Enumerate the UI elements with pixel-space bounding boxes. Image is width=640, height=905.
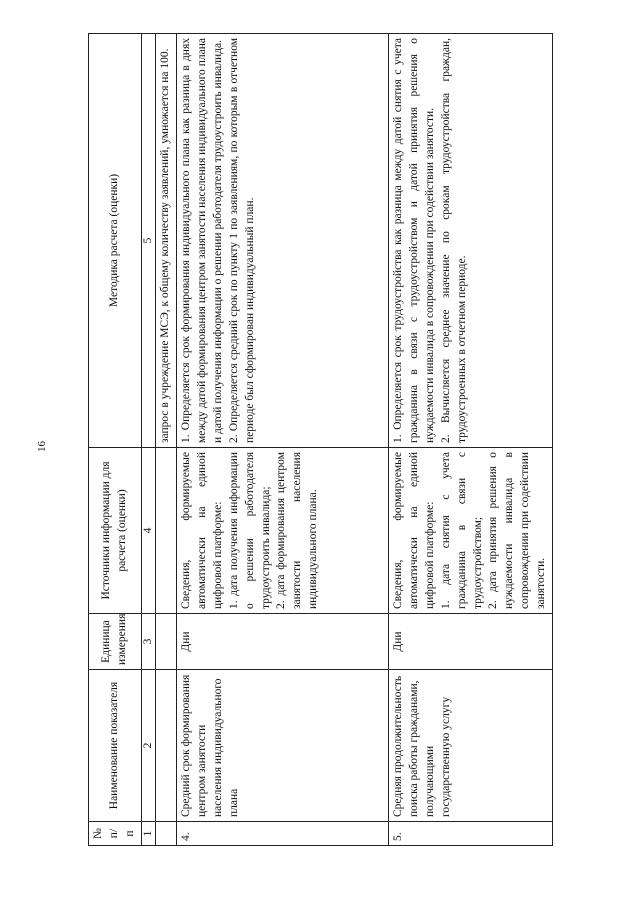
row-name: Средний срок формирования центром занятости населения индивидуального плана <box>177 670 389 822</box>
row-unit: Дни <box>389 614 553 670</box>
row-name: Средняя продолжительность поиска работы гражданами, получающими государственную услугу <box>389 670 553 822</box>
row-sources <box>389 448 553 614</box>
method-item: 2. Вычисляется среднее значение по срокам трудоустройства граждан, трудоустроенных в отчетном периоде. <box>439 38 468 443</box>
row-method <box>389 34 553 448</box>
row-method <box>177 34 389 448</box>
sources-intro: Сведения, формируемые автоматически на единой цифровой платформе: <box>392 452 436 609</box>
row-num: 4. <box>177 822 389 846</box>
header-method: Методика расчета (оценки) <box>89 34 142 448</box>
col-num-3: 3 <box>141 614 156 670</box>
sources-item: 2. дата формирования центром занятости населения индивидуального плана. <box>275 452 320 609</box>
method-item: 2. Определяется средний срок по пункту 1 по заявлениям, по которым в отчетном периоде был сформирован индивидуальный план. <box>227 38 256 443</box>
continuation-row <box>156 34 177 846</box>
column-number-row <box>141 34 156 846</box>
header-row <box>89 34 142 846</box>
sources-item: 1. дата получения информации о решении работодателя трудоустроить инвалида; <box>227 452 272 609</box>
header-name: Наименование показателя <box>89 670 142 822</box>
col-num-1: 1 <box>141 822 156 846</box>
row-unit: Дни <box>177 614 389 670</box>
col-num-4: 4 <box>141 448 156 614</box>
sources-intro: Сведения, формируемые автоматически на единой цифровой платформе: <box>180 452 224 609</box>
row-num: 5. <box>389 822 553 846</box>
method-item: 1. Определяется срок трудоустройства как разница между датой снятия с учета гражданина в связи с трудоустройством и датой принятия решения о нуждаемости инвалида в сопровождении при содействии занятости. <box>392 38 436 443</box>
table-row <box>389 34 553 846</box>
header-unit: Единица измерения <box>89 614 142 670</box>
header-sources: Источники информации для расчета (оценки) <box>89 448 142 614</box>
col-num-2: 2 <box>141 670 156 822</box>
page-number: 16 <box>36 441 48 452</box>
indicator-table <box>88 33 553 846</box>
continuation-method: запрос в учреждение МСЭ, к общему количеству заявлений, умножается на 100. <box>156 34 177 448</box>
col-num-5: 5 <box>141 34 156 448</box>
rotated-table-container <box>88 34 558 846</box>
sources-item: 2. дата принятия решения о нуждаемости инвалида в сопровождении при содействии занятости. <box>487 452 547 609</box>
row-sources <box>177 448 389 614</box>
method-item: 1. Определяется срок формирования индивидуального плана как разница в днях между датой формирования центром занятости населения индивидуального плана и датой получения информации о решении работодателя трудоустроить инвалида. <box>180 38 224 443</box>
sources-item: 1. дата снятия с учета гражданина в связи с трудоустройством; <box>439 452 484 609</box>
table-row <box>177 34 389 846</box>
header-num: № п/п <box>89 822 142 846</box>
